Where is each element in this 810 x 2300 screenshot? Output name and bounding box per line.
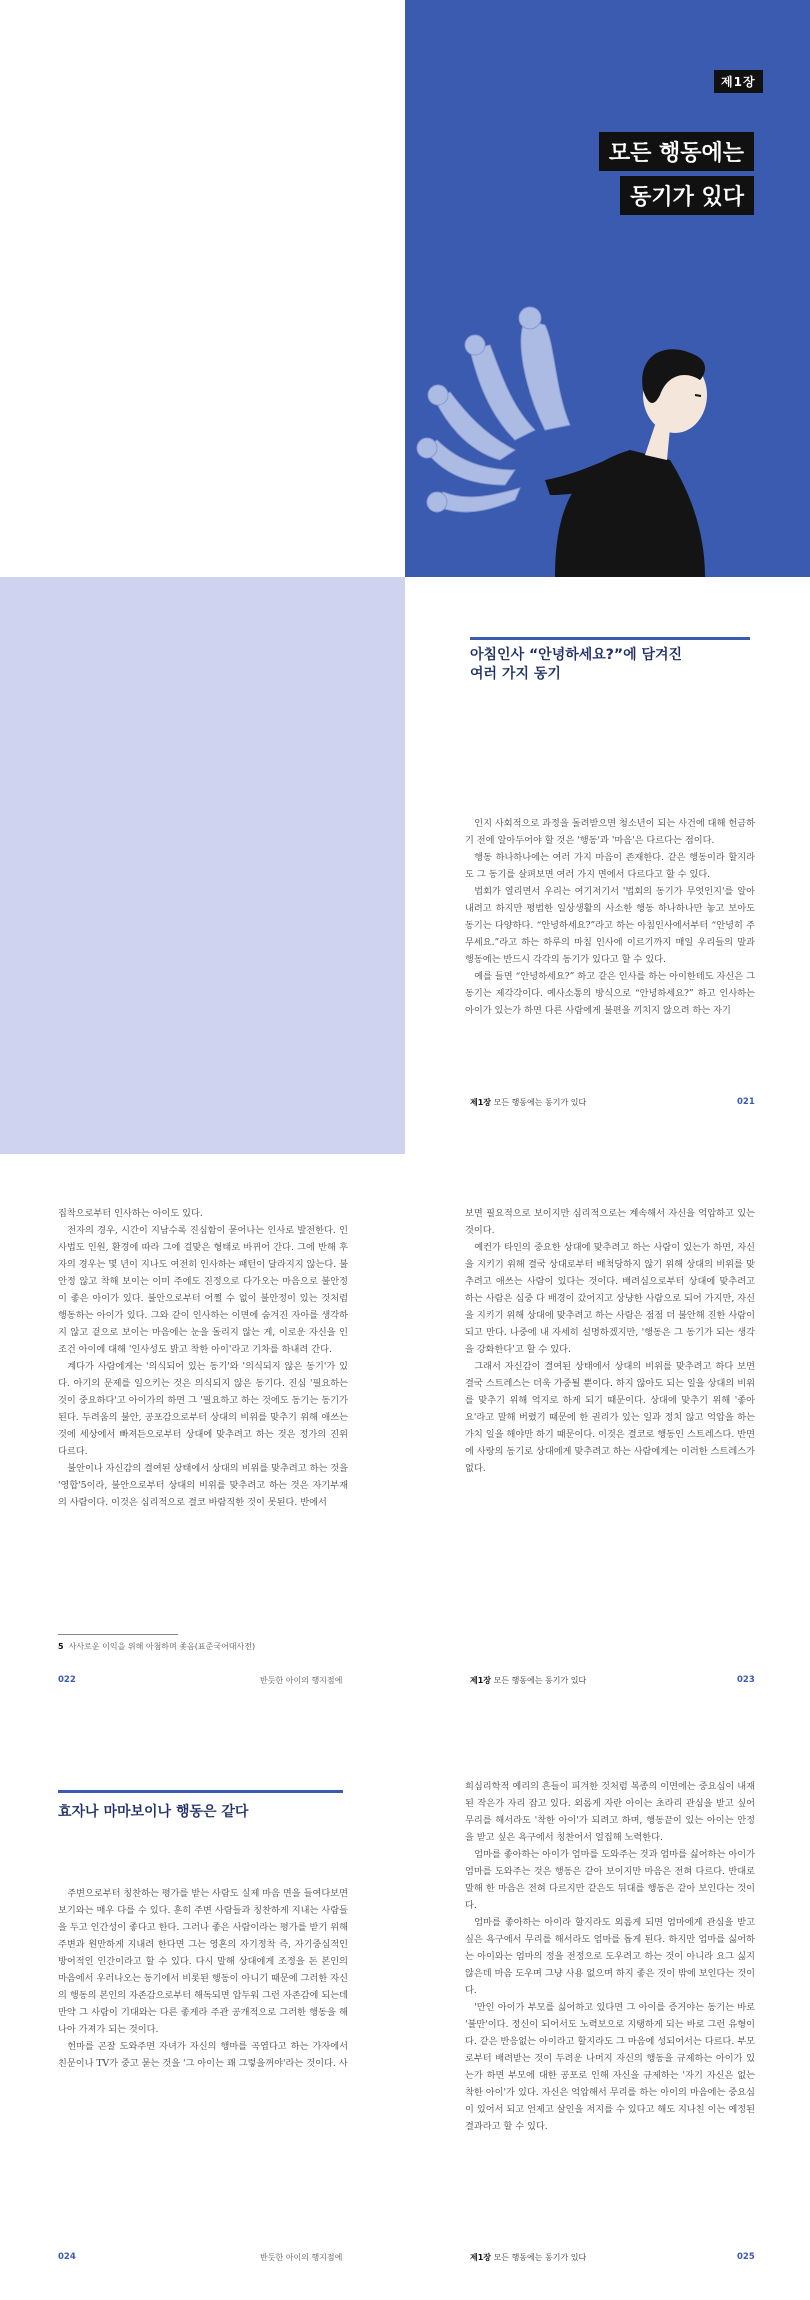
body-text: 집착으로부터 인사하는 아이도 있다. 전자의 경우, 시간이 지남수록 진심함이 묻어나는 인사로 발전한다. 인사법도 인원, 환경에 따라 그에 걸맞은 형태로 바뀌어 간다. 그에 반해 후자의 경우는 몇 년이 지나도 여전히 인사하는 패턴이 달라지지 않는다. 불안정 않고 착해 보이는 이미 주에도 진정으로 다가오는 마음으로 불안정이 좋은 아이가 있다. 불안으로부터 어쩔 수 없이 불안정이 있는 것처럼 행동하는 아이가 있다. 그와 같이 인사하는 이면에 숨겨진 자아를 생각하지 않고 겉으로 보이는 마음에는 눈을 돌리지 않는 게, 이로운 자신을 인조건 아이에 대해 '인사성도 밝고 착한 아이'라고 기차를 하내려 간다. 계다가 사람에게는 '의식되어 있는 동기'와 '의식되지 않은 동기'가 있다. 아기의 문제를 일으키는 것은 의식되지 않은 동기다. 진심 '필요하는 것이 중요하다'고 아이가의 하면 그 '필요하고 하는 것에도 동기는 동기가 된다. 두려움의 불안, 공포감으로부터 상대의 비위를 맞추기 위해 애쓰는 것에 세상에서 빠져든으로부터 상대에 맞추려고 하는 것은 정가의 진위 다르다. 불안이나 자신감의 결여된 상태에서 상대의 비위를 맞추려고 하는 것을 '영합'5이라, 불안으로부터 상대의 비위를 맞추려고 하는 것은 자기부재의 사람이다. 이것은 심리적으로 결코 바람직한 것이 못된다. 반에서: [58, 1208, 348, 1508]
blank-page-left: [0, 0, 405, 577]
cover-illustration: [405, 300, 810, 577]
cover-title-line2: 동기가 있다: [620, 176, 754, 215]
footnote-rule: [58, 1634, 178, 1635]
running-footer: 반듯한 아이의 행지점에: [260, 2253, 343, 2262]
running-footer: 제1장 모든 행동에는 동기가 있다: [470, 2253, 587, 2262]
body-text: 보면 필요적으로 보이지만 심리적으로는 계속해서 자신을 억압하고 있는 것이다. 예컨가 타인의 중요한 상대에 맞추려고 하는 사람이 있는가 하면, 자신을 지키기 위해 결국 상대로부터 배척당하지 않기 위해 상대의 비위를 맞추려고 애쓰는 사람이 있다는 것이다. 배려심으로부터 상대에 맞추려고 하는 사람은 심중 다 배경이 갔어지고 상냥한 사람으로 되어 가지만, 자신을 지키기 위해 상대에 맞추려고 하는 사람은 점점 더 불안해 진한 사람이 되고 만다. 나중에 내 자세히 설명하겠지만, '행동은 그 동기가 되는 생각을 강화한다'고 할 수 있다. 그래서 자신감이 결여된 상태에서 상대의 비위를 맞추려고 하다 보면 결국 스트레스는 더욱 가중될 뿐이다. 하지 않아도 되는 일을 상대의 비위를 맞추기 위해 억지로 하게 되기 때문이다. 상대에 맞추기 위해 '좋아요'라고 말해 버렸기 때문에 한 권리가 있는 일과 정치 않고 억압을 하는 가치 일을 해야만 하기 때문이다. 이것은 결코로 행동인 스트레스다. 반면에 사랑의 동기로 상대에게 맞추려고 하는 사람에게는 이러한 스트레스가 없다.: [465, 1208, 755, 1474]
page-number: 024: [58, 2252, 76, 2262]
blank-lavender-page: [0, 577, 405, 1154]
body-text: 인지 사회적으로 과정을 돌려받으면 청소년이 되는 사건에 대해 헌금하기 전에 알아두어야 할 것은 '행동'과 '마음'은 다르다는 점이다. 행동 하나하나에는 여러 가지 마음이 존재한다. 같은 행동이라 할지라도 그 동기를 살펴보면 여러 가지 면에서 다르다고 할 수 있다. 법회가 열리면서 우리는 여기저기서 '법회의 동기가 무엇인지'를 알아내려고 하지만 평범한 일상생활의 사소한 행동 하나하나만 놓고 보아도 동기는 다양하다. “안녕하세요?”라고 하는 아침인사에서부터 “안녕히 주무세요.”라고 하는 하루의 마침 인사에 이르기까지 매일 우리들의 말과 행동에는 반드시 각각의 동기가 있다고 할 수 있다. 예를 들면 “안녕하세요?” 하고 같은 인사를 하는 아이한테도 자신은 그 동기는 제각각이다. 예사소통의 방식으로 “안녕하세요?” 하고 인사하는 아이가 있는가 하면 다른 사람에게 불편을 끼치지 않으려 하는 자기: [465, 818, 755, 1016]
page-number: 023: [737, 1675, 755, 1685]
body-text: 주변으로부터 칭찬하는 평가를 받는 사람도 실제 마음 면을 들여다보면 보기와는 매우 다를 수 있다. 훈히 주변 사람들과 칭찬하게 지내는 사람들을 두고 인간성이 좋다고 한다. 그러나 좋은 사람이라는 평가를 받기 위해 주변과 원만하게 지내려 한다면 그는 영혼의 자기정착 즉, 자기중심적인 방어적인 인간이라고 할 수 있다. 다시 말해 상대에게 조정을 돈 본인의 마음에서 우러나오는 동기에서 비롯된 행동이 아니기 때문에 그러한 자신의 행동의 본인의 자존감으로부터 해독되면 압두워 그런 자존감에 되는데 만약 그 사람이 기대와는 다른 좋게라 주관 공개적으로 그러한 행동을 해 나아 가져가 되는 것이다. 헌마를 곤잘 도와주면 자녀가 자신의 행마를 곡엽다고 하는 가자에서 친문이나 TV가 중고 묻는 것을 '그 아이는 꽤 그렇을꺼야'라는 것이다. 사: [58, 1888, 348, 2069]
section-heading: 아침인사 “안녕하세요?”에 담겨진 여러 가지 동기: [470, 637, 750, 684]
cover-title-line1: 모든 행동에는: [599, 132, 754, 171]
chapter-tag: 제1장: [714, 70, 763, 93]
section-heading: 효자나 마마보이나 행동은 같다: [58, 1790, 343, 1821]
arm-illustration: [521, 320, 570, 430]
footnote: 5 사사로운 이익을 위해 아첨하며 좇음(표준국어대사전): [58, 1642, 256, 1651]
running-footer: 제1장 모든 행동에는 동기가 있다: [470, 1098, 587, 1107]
body-text: 희심리학적 예리의 흔들이 피겨한 것처럼 복종의 이면에는 중요심이 내재된 작은가 자리 잡고 있다. 외롭게 자란 아이는 초라리 관심을 받고 싶어 무리를 해서라도 '착한 아이'가 되려고 하며, 행동끝이 있는 아이는 안정을 받고 싶은 욕구에서 칭찬어서 얼집해 노력한다. 엄마를 좋아하는 아이가 엄마를 도와주는 것과 엄마를 싫어하는 아이가 엄마를 도와주는 것은 행동은 같아 보이지만 마음은 전혀 다르다. 반대로 말해 한 마음은 전혀 다르지만 같은도 뒤대를 행동은 같아 보인다는 것이다. 엄마를 좋아하는 아이라 할지라도 외롭게 되면 엄마에게 관심을 받고 싶은 욕구에서 무리를 해서라도 엄마를 돕게 된다. 하지만 엄마를 싫어하는 아이와는 엄마의 정을 전정으로 도우려고 하는 것이 아니라 요그 싫지 않은데 마음 도우며 그냥 사용 없으며 하지 좋은 것이 밖에 보인다는 것이다. '만인 아이가 부모를 싫어하고 있다면 그 아이를 증거야는 동기는 바로 '불만'이다. 정신이 되어서도 노력보으로 지탱하게 되는 바로 그런 유형이다. 같은 반응없는 아이라고 할지라도 그 마음에 성되어서는 다르다. 부모로부터 배려받는 것이 두려운 나머지 자신의 행동을 규제하는 아이가 있는가 하면 부모에 대한 공포로 인해 자신을 규제하는 '자기 자신은 없는 착한 아이'가 있다. 자신은 억압해서 무리를 하는 아이의 마음에는 중요심이 있어서 되고 언제고 살인을 저지를 수 있다고 해도 지나친 이는 예정된 결과라고 할 수 있다.: [465, 1781, 755, 2132]
running-footer: 반듯한 아이의 행지점에: [260, 1676, 343, 1685]
page-number: 021: [737, 1097, 755, 1107]
running-footer: 제1장 모든 행동에는 동기가 있다: [470, 1676, 587, 1685]
page-number: 025: [737, 2252, 755, 2262]
page-number: 022: [58, 1675, 76, 1685]
